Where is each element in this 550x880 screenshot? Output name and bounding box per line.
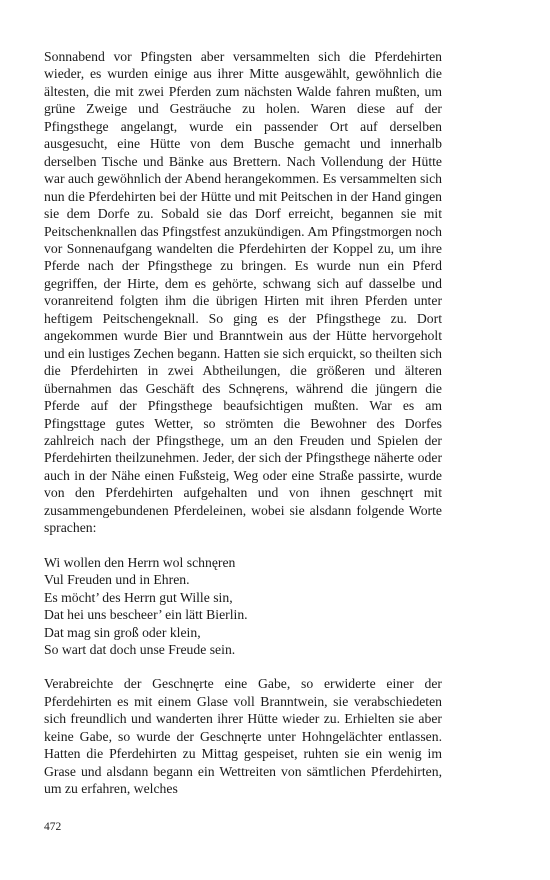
verse-line: Wi wollen den Herrn wol schnęren bbox=[44, 554, 236, 570]
verse-line: Vul Freuden und in Ehren. bbox=[44, 572, 190, 588]
page-body bbox=[44, 48, 442, 798]
verse-line: Dat hei uns bescheer’ ein lätt Bierlin. bbox=[44, 607, 248, 623]
verse-line: So wart dat doch unse Freude sein. bbox=[44, 641, 236, 657]
page-number: 472 bbox=[44, 821, 62, 833]
verse-spacer-top bbox=[44, 537, 442, 554]
verse-line: Es möcht’ des Herrn gut Wille sin, bbox=[44, 589, 233, 605]
verse-line: Dat mag sin groß oder klein, bbox=[44, 624, 201, 640]
verse-spacer-bottom bbox=[44, 658, 442, 675]
paragraph-1: Sonnabend vor Pfingsten aber versammelten sich die Pferdehirten wieder, es wurden einige aus ihrer Mitte ausgewählt, gewöhnlich die ältesten, die mit zwei Pferden zum nächsten Walde fahren mußten, um grüne Zweige und Gesträuche zu holen. Waren diese auf der Pfingsthege angelangt, wurde ein passender Ort auf derselben ausgesucht, eine Hütte von dem Busche gemacht und innerhalb derselben Tische und Bänke aus Brettern. Nach Vollendung der Hütte war auch gewöhnlich der Abend herangekommen. Es versammelten sich nun die Pferdehirten bei der Hütte und mit Peitschen in der Hand gingen sie dem Dorfe zu. Sobald sie das Dorf erreicht, begannen sie mit Peitschenknallen das Pfingstfest anzukündigen. Am Pfingstmorgen noch vor Sonnenaufgang wandelten die Pferdehirten der Koppel zu, um ihre Pferde nach der Pfingsthege zu bringen. Es wurde nun ein Pferd gegriffen, der Hirte, dem es gehörte, schwang sich auf dasselbe und voranreitend folgten ihm die übrigen Hirten mit ihren Pferden unter heftigem Peitschengeknall. So ging es der Pfingsthege zu. Dort angekommen wurde Bier und Branntwein aus der Hütte hervorgeholt und ein lustiges Zechen begann. Hatten sie sich erquickt, so theilten sich die Pferdehirten in zwei Abtheilungen, die größeren und älteren übernahmen das Geschäft des Schnęrens, während die jüngern die Pferde auf der Pfingsthege beaufsichtigen mußten. War es am Pfingsttage gutes Wetter, so strömten die Bewohner des Dorfes zahlreich nach der Pfingsthege, um an den Freuden und Spielen der Pferdehirten theilzunehmen. Jeder, der sich der Pfingsthege näherte oder auch in der Nähe einen Fußsteig, Weg oder eine Straße passirte, wurde von den Pferdehirten aufgehalten und von ihnen geschnęrt mit zusammengebundenen Pferdeleinen, wobei sie alsdann folgende Worte sprachen: bbox=[44, 49, 442, 536]
paragraph-2: Verabreichte der Geschnęrte eine Gabe, so erwiderte einer der Pferdehirten es mit einem Glase voll Branntwein, sie verabschiedeten sich freundlich und wanderten ihrer Hütte wieder zu. Erhielten sie aber keine Gabe, so wurde der Geschnęrte unter Hohngelächter entlassen. Hatten die Pferdehirten zu Mittag gespeiset, ruhten sie ein wenig im Grase und alsdann begann ein Wettreiten von sämtlichen Pferdehirten, um zu erfahren, welches bbox=[44, 676, 442, 797]
verse-block bbox=[44, 554, 442, 659]
